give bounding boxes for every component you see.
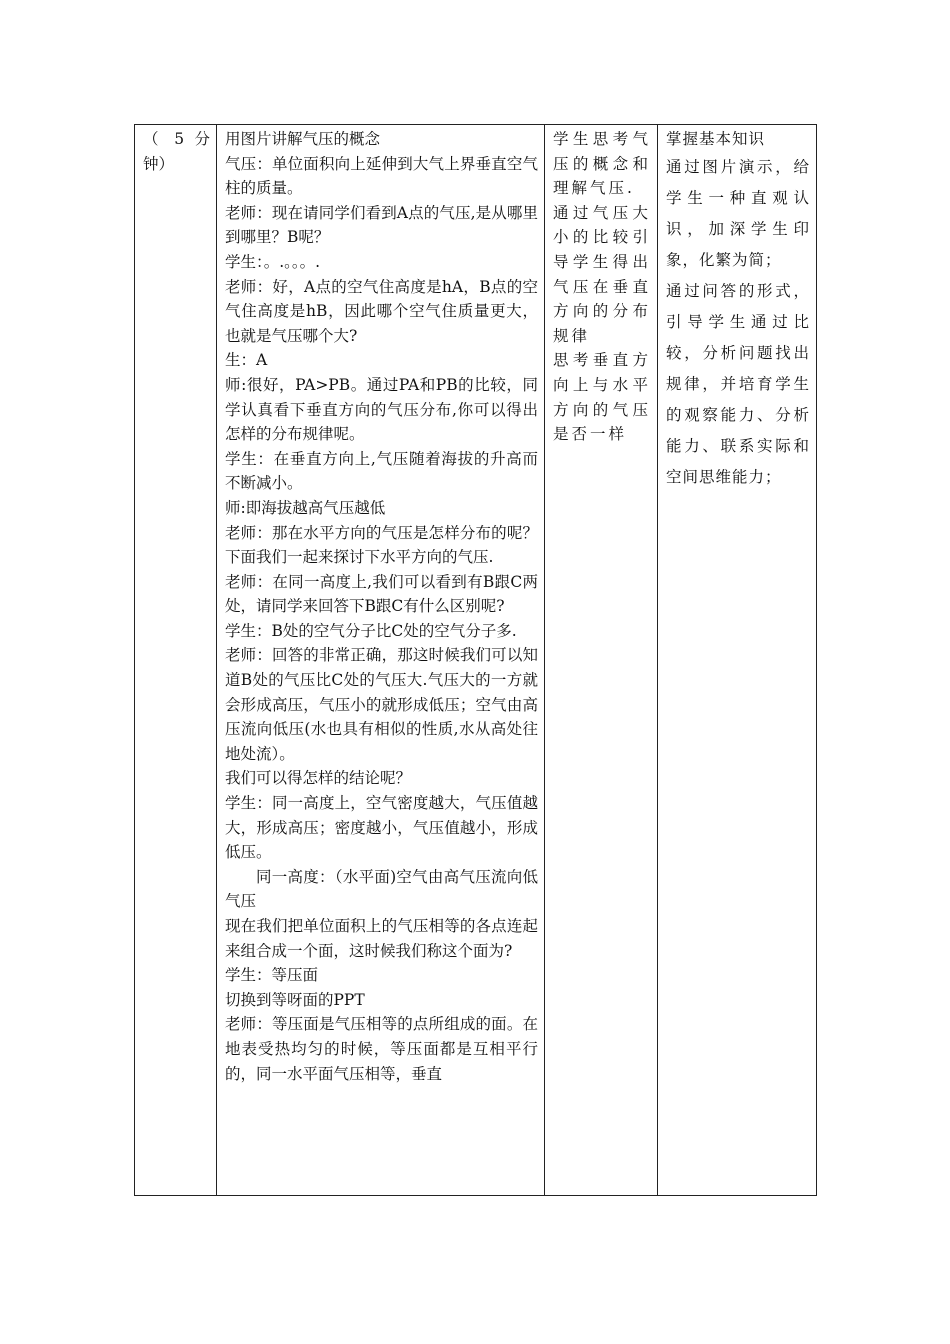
paragraph: 我们可以得怎样的结论呢？ (225, 769, 412, 788)
paragraph: 学生思考气压的概念和理解气压. (553, 130, 651, 198)
paragraph: 气压：单位面积向上延伸到大气上界垂直空气柱的质量。 (225, 154, 538, 198)
paragraph: 学生：在垂直方向上,气压随着海拔的升高而不断减小。 (225, 449, 538, 493)
paragraph: 用图片讲解气压的概念 (225, 130, 381, 148)
student-activity-cell (545, 125, 658, 1196)
paragraph: 学生：。.。。。. (225, 252, 321, 271)
paragraph: 现在我们把单位面积上的气压相等的各点连起来组合成一个面，这时候我们称这个面为? (225, 917, 538, 960)
design-intent-cell (658, 125, 817, 1196)
paragraph: 师:即海拔越高气压越低 (225, 498, 386, 517)
paragraph: 生：A (225, 351, 268, 370)
lesson-plan-table (134, 124, 817, 1196)
time-cell (135, 125, 217, 1196)
paragraph: 掌握基本知识 (666, 130, 766, 148)
time-line: 钟） (143, 154, 175, 173)
paragraph: 老师：在同一高度上,我们可以看到有B跟C两处，请同学来回答下B跟C有什么区别呢? (225, 572, 538, 616)
paragraph: 老师：那在水平方向的气压是怎样分布的呢？下面我们一起来探讨下水平方向的气压. (225, 523, 538, 567)
paragraph: 师:很好，PA>PB。通过PA和PB的比较，同学认真看下垂直方向的气压分布,你可以得出怎样的分布规律呢。 (225, 375, 538, 444)
paragraph: 学生：B处的空气分子比C处的空气分子多. (225, 621, 517, 640)
paragraph: 老师：等压面是气压相等的点所组成的面。在地表受热均匀的时候，等压面都是互相平行的，同一水平面气压相等，垂直 (225, 1015, 538, 1083)
paragraph: 学生：同一高度上，空气密度越大，气压值越大，形成高压；密度越小，气压值越小，形成低压。 (225, 794, 538, 862)
paragraph: 通过问答的形式，引导学生通过比较，分析问题找出规律，并培育学生的观察能力、分析能力、联系实际和空间思维能力； (666, 281, 810, 486)
teacher-activity-cell (217, 125, 545, 1196)
paragraph: 同一高度：（水平面)空气由高气压流向低气压 (225, 867, 538, 911)
paragraph: 切换到等呀面的PPT (225, 990, 365, 1009)
paragraph: 老师：好，A点的空气住高度是hA，B点的空气住高度是hB，因此哪个空气住质量更大，也就是气压哪个大? (225, 277, 538, 345)
paragraph: 通过气压大小的比较引导学生得出气压在垂直方向的分布规律 (553, 203, 651, 345)
paragraph: 老师：回答的非常正确，那这时候我们可以知道B处的气压比C处的气压大.气压大的一方就会形成高压，气压小的就形成低压；空气由高压流向低压(水也具有相似的性质,水从高处往地处流）。 (225, 646, 538, 763)
time-line: （ 5 分 (143, 130, 210, 148)
paragraph: 思考垂直方向上与水平方向的气压是否一样 (553, 351, 651, 444)
paragraph: 学生：等压面 (225, 966, 319, 985)
paragraph: 通过图片演示，给学生一种直观认识，加深学生印象，化繁为简； (666, 157, 810, 269)
table-row (135, 125, 817, 1196)
paragraph: 老师：现在请同学们看到A点的气压,是从哪里到哪里？B呢？ (225, 203, 538, 247)
